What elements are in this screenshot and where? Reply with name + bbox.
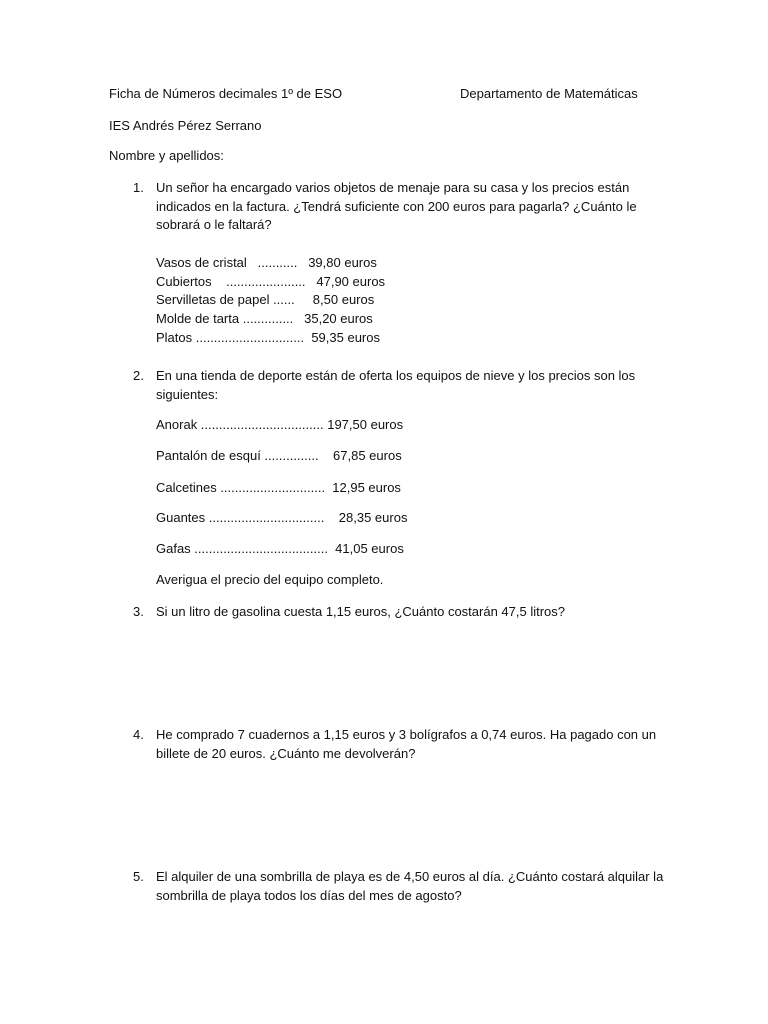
department-name: Departamento de Matemáticas (460, 86, 638, 101)
worksheet-title: Ficha de Números decimales 1º de ESO (109, 86, 343, 101)
price-list-item: Calcetines ............................. 12,95 euros (156, 480, 401, 495)
question-2-text-line: siguientes: (156, 387, 219, 402)
question-4-text-line: billete de 20 euros. ¿Cuánto me devolverán? (156, 746, 416, 761)
question-4-text-line: He comprado 7 cuadernos a 1,15 euros y 3 bolígrafos a 0,74 euros. Ha pagado con un (156, 727, 657, 742)
price-list-item: Servilletas de papel ...... 8,50 euros (156, 292, 375, 307)
question-1-text-line: indicados en la factura. ¿Tendrá suficiente con 200 euros para pagarla? ¿Cuánto le (156, 199, 637, 214)
price-list-item: Anorak .................................. 197,50 euros (156, 417, 404, 432)
question-5-number: 5. (133, 869, 144, 884)
question-2-number: 2. (133, 368, 144, 383)
question-4-number: 4. (133, 727, 144, 742)
question-1-number: 1. (133, 180, 144, 195)
price-list-item: Platos .............................. 59,35 euros (156, 330, 380, 345)
question-5-text-line: sombrilla de playa todos los días del mes de agosto? (156, 888, 462, 903)
school-name: IES Andrés Pérez Serrano (109, 118, 262, 133)
question-1-text-line: Un señor ha encargado varios objetos de menaje para su casa y los precios están (156, 180, 630, 195)
question-2-closing: Averigua el precio del equipo completo. (156, 572, 384, 587)
question-5-text-line: El alquiler de una sombrilla de playa es de 4,50 euros al día. ¿Cuánto costará alquilar la (156, 869, 664, 884)
question-2-text-line: En una tienda de deporte están de oferta los equipos de nieve y los precios son los (156, 368, 636, 383)
price-list-item: Pantalón de esquí ............... 67,85 euros (156, 448, 402, 463)
price-list-item: Molde de tarta .............. 35,20 euros (156, 311, 373, 326)
question-3-number: 3. (133, 604, 144, 619)
name-label: Nombre y apellidos: (109, 148, 224, 163)
question-3-text-line: Si un litro de gasolina cuesta 1,15 euros, ¿Cuánto costarán 47,5 litros? (156, 604, 566, 619)
price-list-item: Cubiertos ...................... 47,90 euros (156, 274, 386, 289)
question-1-text-line: sobrará o le faltará? (156, 217, 272, 232)
price-list-item: Vasos de cristal ........... 39,80 euros (156, 255, 377, 270)
price-list-item: Gafas ..................................... 41,05 euros (156, 541, 404, 556)
price-list-item: Guantes ................................ 28,35 euros (156, 510, 408, 525)
